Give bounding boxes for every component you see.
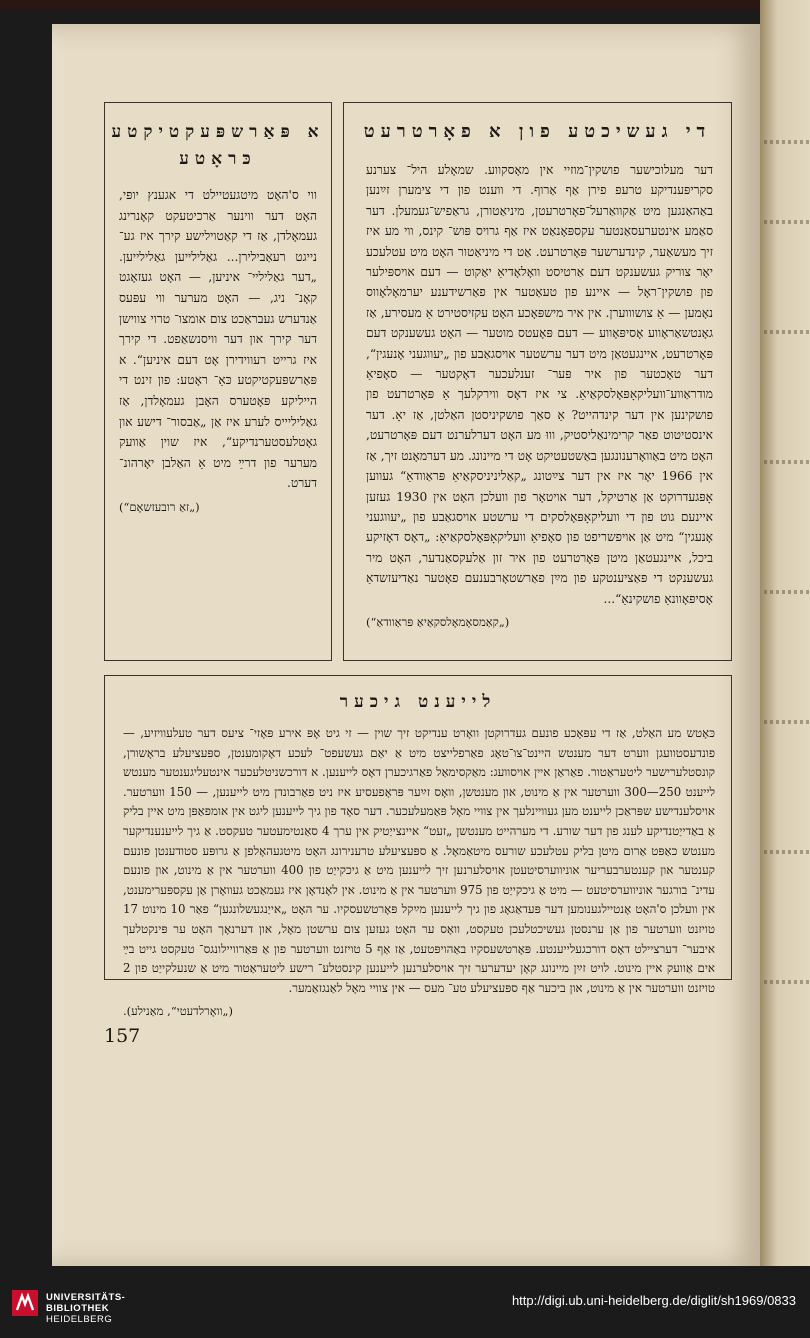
facing-page-line (764, 460, 810, 464)
article-perspective-body: ווי ס'האָט מיטגעטיילט די אגענץ יופּי, האָט דער ווינער אַרכיטעקט קאָנרינג געמאָלדן, אַז די קאַטוילישע קירך איז גע־ נייגט רעאַבילירן... גאַלילייען גאַלילייען. „דער גאַליליי־ איניען, — האָט געזאָגט קאָנ־ ניג, — האָט מערער ווי עפּעס אַנדערש געבראַכט צום אומצו־ טרוי צווישן דער קירך און דער וויסנשאַפט. די קירך איז גרייט רעווידירן אָט דעם איניען“. א פּאַרשפּעקטיקטע כּאַ־ ראָטע: פון זינט די הייליקע פּאָטערס האָבן געמאָלדן, אַז גאַליליייס לערע איז אַן „אַבסור־ דישע און גאָטלעסטערנדיקע“, איז שוין אַוועק מערער פון דרײַ מיט אַ האַלבן יאָרהונ־ דערט. (119, 188, 317, 491)
article-perspective-source: („זאַ רובעזשאָם“) (119, 499, 200, 514)
page-number: 157 (104, 1025, 141, 1047)
article-read-faster-source: („וואָרלדעטי“, מאַנילע). (123, 1004, 233, 1019)
facing-page-line (764, 720, 810, 724)
book-top-edge (0, 0, 760, 10)
university-logo-icon (12, 1290, 38, 1316)
facing-page-line (764, 330, 810, 334)
library-name-line3: HEIDELBERG (46, 1314, 113, 1325)
library-name (46, 1292, 125, 1325)
article-read-faster-body: כּאָטש מע האַלט, אַז די עפּאָכע פונעם געדרוקטן וואָרט ענדיקט זיך שוין — זי גיט אָפּ אירע פּאָזי־ ציעס דער טעלעוויזיע, — פונדעסטוועגן ווערט דער מענטש היינט־צו־טאָג פאַרפלייצט מיט אַ יאַם געשעפט־ לעכע דאָקומענטן, ספּעציעלע בראָשורן, קונסטלערישער ליטעראַטור. פאַראַן איין אויסוועג: מאַקסימאַל פאַרגיכערן דאָס לייענען. א דורכשניטלעכער אינטעליגענטער מענטש לייענט 250—300 ווערטער אין אַ מינוט, און מענטשן, וואָס זײַער פּראָפעסיע איז ניט פאַרבונדן מיט לייענען, — 150 ווערטער. אויסלענדישע שפּראַכן לייענט מען געוויינלעך אין צוויי מאָל פּאַמעלעכער. דער סאָד פון גיך לייענען ליגט אין אומפאַפּן מיט איין בליק אַ באַדייַטנדיקע לענג פון דער שורע. די מערהייט מענטשן „זעט“ איינצייַטיק אין ערך 4 סאַנטימעטער טעקסט. אַ גיך לייענענדיקער מענטש כאַפּט אַרום מיטן בליק עטלעכע שורעס מיטאַמאָל. אַ ספּעציעלע טרענירונג האָט מיטגעהאָלפן אַ גרופּע סטודענטן פונעם קענטער און קענטערבעריער אוניווערסיטעטן אויסלערנען זיך לייענען מיט אַ גיכקייַט פון 400 ווערטער אין אַ מינוט, און פונעם עדינ־ בורגער אוניווערסיטעט — מיט אַ גיכקייַט פון 975 ווערטער אין אַ מינוט. אין לאָנדאָן איז געמאַכט געוואָרן אַן עקספּערימענט, אין וועלכן ס'האָט אָנטיילגענומען דער פּעדאַגאָג פון גיך לייענען מײַקל פּאָרטשעסקיו. ער האָט „אייַנגעשלונגען“ פאַר 10 מינוט 17 טויזנט ווערטער פון אַן ערנסטן געשיכטלעכן טעקסט, וואָס ער האָט געזען צום ערשטן מאָל, און דערנאָך האָט ער פּינקטלעך איבער־ דערציילט דאָס דורכגעלייענטע. פּאָרטשעסקיו באַהויפּטעט, אַז אַף 5 טויזנט ווערטער פון אַ פּאַרוויילונגס־ טעקסט גייט בײַ אים אַוועק איין מינוט. לויט זײַן מיינונג קאָן יעדערער זיך אויסלערנען לייענען קינסטלע־ רישע ליטעראַטור מיט אַ שנעלקייַט פון 2 טויזנט ווערטער אין אַ מינוט, און ביכער אַף ספּעציעלע טע־ מעס — אין צוויי מאָל לאַנגזאַמער. (123, 726, 716, 995)
facing-page-line (764, 220, 810, 224)
facing-page-edge (760, 0, 810, 1266)
article-portrait-body: דער מעלוכישער פושקין־מוזיי אין מאָסקווע. שמאָלע היל־ צערנע סקריפּענדיקע טרעפּ פירן אַף אַרוף. די ווענט פון די צימערן זײַנען באַהאַנגען מיט אַקוואַרעל־פאָרטרעטן, מיניאַטורן, גראַפיש־געמעלן. דער סאַמע אינטערעסאַנטער עקספּאָנאַט איז אַף גרויס פּוש־ קינס, ווי מע איז זיך מעשאַער, קינדערשער פּאָרטרעט. אַט די מיניאַטור האָט מיט עטלעכע יאָר צוריק געשענקט דעם אַרטיסט וואָלאָדיאַ יאַקוט — דעם אויספּילער פון פושקין־ראָל — איינע פון טעאַטער אין פאַרשידענע יערמאָלאָווס נאָמען — אַ צושוווערן. אין איר מישפּאָכע האָט עקזיסטירט אַ מעסירע, אַז גאָנטשאַראָווע אָסיפּאָווע — דעם פּאָעטס מוטער — האָט געשענקט דעם פּאָרטרעט, איינגעטאַן מיט דער ערשטער אויסגאַבע פון „יעווגעני אָנעגין“, דער טאָכטער פון איר פּער־ זענלעכער דאָקטער — סאָפיאַ מודראַווע־וועליקאָפּאָלסקאַיאַ. צי איז דאָס ווירקלעך אַ פּאָרטרעט פון פושקינען אין דער קינדהייט? אַ סאַך פושקיניסטן האַלטן, אַז יאָ. דער אינסטיטוט פאַר קרימינאַליסטיק, וווּ מע האָט דערלערנט דעם פּאָרטרעט, האָט מיט באַוואָרענונגען באַשטעטיקט אָט די מיינונג. מע דערמאָנט זיך, אַז אין 1966 יאָר איז אין דער צײַטונג „קאַליניניסקאַיאַ פּראַוודאַ“ געווען אָפּגעדרוקט אַן אַרטיקל, דער אויטאָר פון וועלכן האָט אין 1930 געזען איינעם גוט פון די וועליקאָפּאָלסקים די ערשטע אויסגאַבע פון „יעווגעני אָנעגין“ מיט אַן אויפשריפט פון סאָפיאַ וועליקאָפּאָלסקאַיאַ: „דאָס דאָזיקע ביכל, איינגעטאַן מיטן פּאָרטרעט פון איר זון אַלעקסאַנדער, האָט מיר געשענקט די פּאַציענטקע פון מײַן פאַרשטאָרבענעם פאָטער נאַדיעזשדאַ אָסיפּאָוונאַ פושקינאַ“... (366, 163, 713, 606)
article-portrait (343, 102, 732, 661)
facing-page-line (764, 590, 810, 594)
facing-page-line (764, 980, 810, 984)
article-portrait-title: די געשיכטע פון א פאָרטרעט (363, 121, 712, 142)
article-read-faster (104, 675, 732, 1019)
source-url-link[interactable]: http://digi.ub.uni-heidelberg.de/diglit/sh1969/0833 (511, 1293, 796, 1308)
facing-page-line (764, 850, 810, 854)
facing-page-line (764, 140, 810, 144)
library-name-line2: BIBLIOTHEK (46, 1303, 110, 1314)
article-portrait-source: („קאַמסאָמאָלסקאַיאַ פּראַוודאַ“) (366, 614, 510, 629)
article-read-faster-title: לייענט גיכער (339, 692, 497, 712)
article-perspective-title: א פּאַרשפּעקטיקטע כּראָטע (111, 122, 325, 169)
library-name-line1: UNIVERSITÄTS- (46, 1292, 126, 1303)
article-perspective (104, 102, 332, 661)
